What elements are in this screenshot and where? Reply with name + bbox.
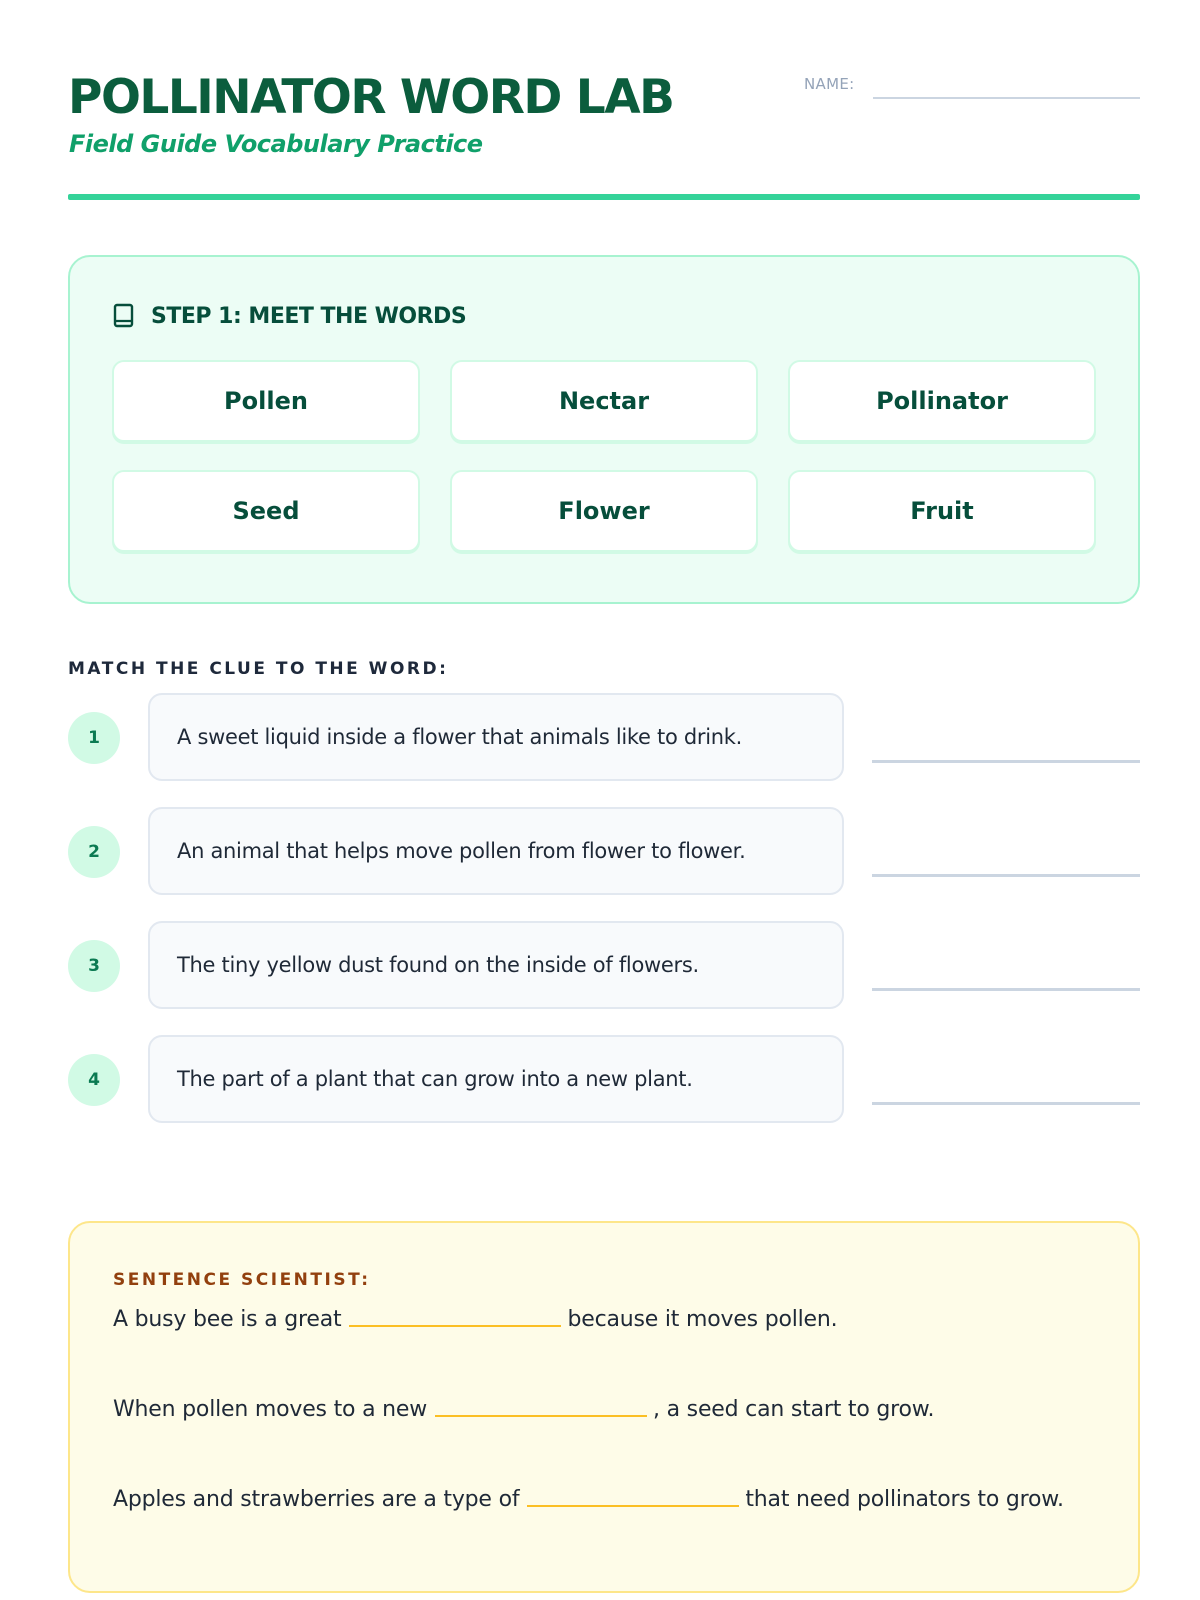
word-card-nectar[interactable]: Nectar <box>450 360 758 442</box>
clue-row <box>68 693 1140 783</box>
clue-number: 1 <box>68 712 120 764</box>
sentence <box>113 1487 1064 1512</box>
clue-row <box>68 807 1140 897</box>
page-subtitle: Field Guide Vocabulary Practice <box>69 130 483 158</box>
sentence-before: When pollen moves to a new <box>113 1397 428 1422</box>
sentence-after: because it moves pollen. <box>567 1307 838 1332</box>
word-card-pollen[interactable]: Pollen <box>112 360 420 442</box>
clue-text: The part of a plant that can grow into a new plant. <box>148 1035 844 1123</box>
clue-number: 4 <box>68 1054 120 1106</box>
word-card-seed[interactable]: Seed <box>112 470 420 552</box>
sentence-before: A busy bee is a great <box>113 1307 342 1332</box>
step1-panel <box>68 255 1140 604</box>
answer-field[interactable] <box>872 760 1140 763</box>
clue-row <box>68 921 1140 1011</box>
book-icon <box>113 303 135 329</box>
sentence-after: , a seed can start to grow. <box>653 1397 935 1422</box>
step1-title: STEP 1: MEET THE WORDS <box>151 303 467 329</box>
sentence <box>113 1397 934 1422</box>
sentence-blank[interactable] <box>435 1415 647 1417</box>
word-card-flower[interactable]: Flower <box>450 470 758 552</box>
answer-field[interactable] <box>872 1102 1140 1105</box>
sentence-scientist-panel <box>68 1221 1140 1593</box>
step1-heading <box>113 301 466 331</box>
page-title: POLLINATOR WORD LAB <box>68 70 674 125</box>
word-card-pollinator[interactable]: Pollinator <box>788 360 1096 442</box>
answer-field[interactable] <box>872 988 1140 991</box>
clue-number: 3 <box>68 940 120 992</box>
word-bank <box>112 360 1096 552</box>
word-card-fruit[interactable]: Fruit <box>788 470 1096 552</box>
sentence-before: Apples and strawberries are a type of <box>113 1487 520 1512</box>
sentence-after: that need pollinators to grow. <box>745 1487 1064 1512</box>
sentence-blank[interactable] <box>349 1325 561 1327</box>
name-label: NAME: <box>804 75 855 93</box>
sentence <box>113 1307 837 1332</box>
clue-text: A sweet liquid inside a flower that animals like to drink. <box>148 693 844 781</box>
clue-text: An animal that helps move pollen from flower to flower. <box>148 807 844 895</box>
clue-number: 2 <box>68 826 120 878</box>
header-divider <box>68 194 1140 200</box>
clue-text: The tiny yellow dust found on the inside of flowers. <box>148 921 844 1009</box>
sentence-scientist-heading: SENTENCE SCIENTIST: <box>113 1270 371 1290</box>
header <box>68 70 1140 160</box>
clue-row <box>68 1035 1140 1125</box>
answer-field[interactable] <box>872 874 1140 877</box>
worksheet-page <box>68 0 1140 1600</box>
match-heading: MATCH THE CLUE TO THE WORD: <box>68 659 449 679</box>
sentence-blank[interactable] <box>527 1505 739 1507</box>
name-field[interactable] <box>873 97 1140 99</box>
